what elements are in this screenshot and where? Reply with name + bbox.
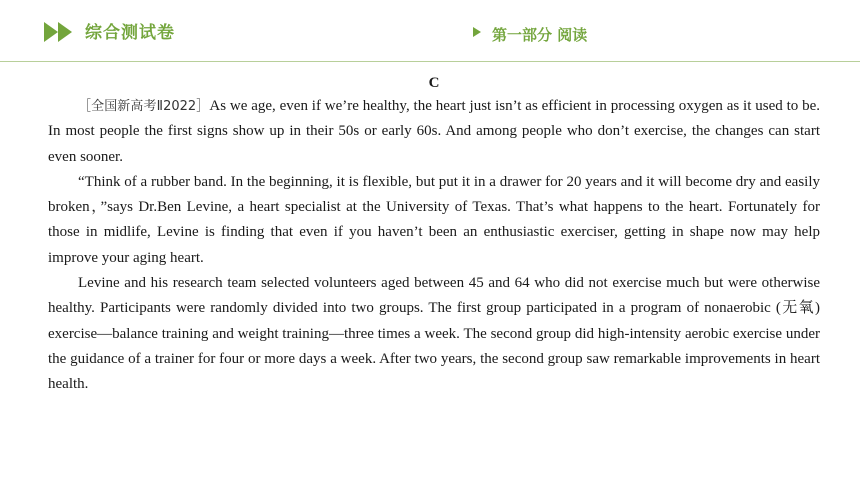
header bbox=[0, 0, 860, 62]
section-title: 综合测试卷 bbox=[85, 23, 175, 43]
reading-passage bbox=[48, 72, 820, 398]
play-triangle-icon bbox=[473, 27, 481, 37]
double-play-icon bbox=[44, 22, 74, 42]
header-divider bbox=[0, 61, 860, 62]
paragraph-1 bbox=[48, 94, 820, 170]
paragraph-1-text: As we age, even if we’re healthy, the heart just isn’t as efficient in processing oxygen as it used to be. In most people the first signs show up in their 50s or early 60s. And among people who don’t exercise, the changes can start even sooner. bbox=[48, 98, 820, 165]
paragraph-3: Levine and his research team selected volunteers aged between 45 and 64 who did not exercise much but were otherwise healthy. Participants were randomly divided into two groups. The first group participated in a program of nonaerobic (无氧) exercise—balance training and weight training—three times a week. The second group did high-intensity aerobic exercise under the guidance of a trainer for four or more days a week. After two years, the second group saw remarkable improvements in heart health. bbox=[48, 275, 820, 393]
paragraph-2: “Think of a rubber band. In the beginning, it is flexible, but put it in a drawer for 20 years and it will become dry and easily broken，”says Dr.Ben Levine, a heart specialist at the University of Texas. That’s what happens to the heart. Fortunately for those in midlife, Levine is finding that even if you haven’t been an enthusiastic exerciser, getting in shape now may help improve your aging heart. bbox=[48, 173, 820, 266]
part-title: 第一部分 阅读 bbox=[492, 26, 588, 44]
passage-label: C bbox=[428, 75, 440, 91]
source-tag: ［全国新高考Ⅱ2022］ bbox=[78, 99, 210, 114]
